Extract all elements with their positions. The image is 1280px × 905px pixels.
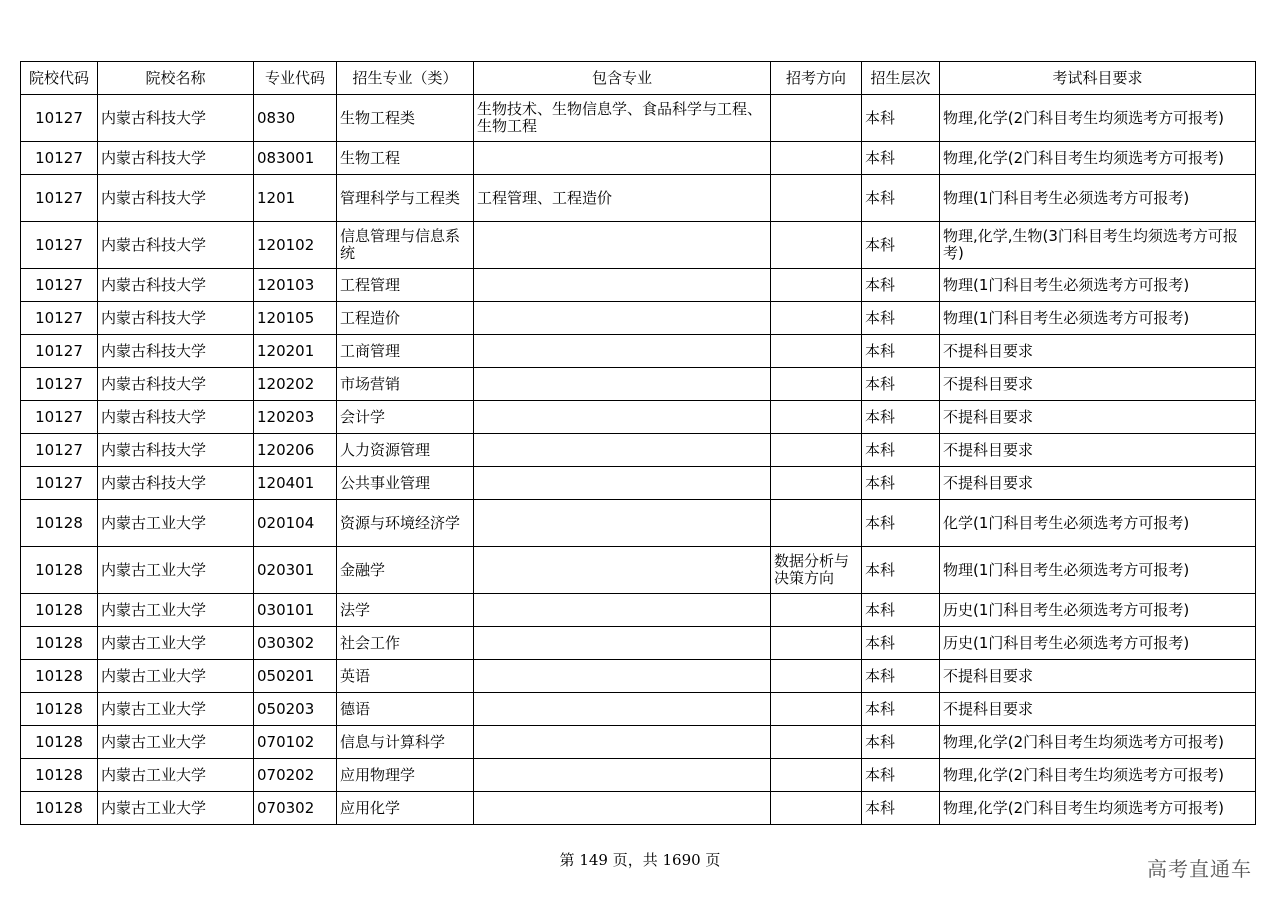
cell-school-name: 内蒙古工业大学 xyxy=(98,500,254,547)
cell-included-majors xyxy=(474,302,771,335)
cell-included-majors xyxy=(474,759,771,792)
header-included-majors: 包含专业 xyxy=(474,62,771,95)
cell-major-name: 会计学 xyxy=(337,401,474,434)
cell-major-name: 英语 xyxy=(337,660,474,693)
table-row xyxy=(21,269,1256,302)
cell-level: 本科 xyxy=(862,594,940,627)
cell-subject-requirement: 不提科目要求 xyxy=(940,434,1256,467)
cell-subject-requirement: 物理,化学,生物(3门科目考生均须选考方可报考) xyxy=(940,222,1256,269)
cell-school-code: 10127 xyxy=(21,175,98,222)
cell-major-code: 120206 xyxy=(254,434,337,467)
cell-major-name: 管理科学与工程类 xyxy=(337,175,474,222)
cell-subject-requirement: 物理,化学(2门科目考生均须选考方可报考) xyxy=(940,759,1256,792)
table-row xyxy=(21,693,1256,726)
table-row xyxy=(21,222,1256,269)
table-row xyxy=(21,660,1256,693)
admissions-table xyxy=(20,61,1256,825)
cell-major-name: 信息管理与信息系统 xyxy=(337,222,474,269)
cell-school-name: 内蒙古工业大学 xyxy=(98,660,254,693)
cell-included-majors xyxy=(474,368,771,401)
cell-major-code: 070102 xyxy=(254,726,337,759)
cell-school-code: 10128 xyxy=(21,792,98,825)
cell-level: 本科 xyxy=(862,627,940,660)
header-school-name: 院校名称 xyxy=(98,62,254,95)
cell-direction xyxy=(771,222,862,269)
cell-included-majors xyxy=(474,142,771,175)
header-level: 招生层次 xyxy=(862,62,940,95)
cell-subject-requirement: 物理(1门科目考生必须选考方可报考) xyxy=(940,175,1256,222)
header-school-code: 院校代码 xyxy=(21,62,98,95)
cell-major-code: 120105 xyxy=(254,302,337,335)
cell-major-code: 120102 xyxy=(254,222,337,269)
cell-included-majors: 生物技术、生物信息学、食品科学与工程、生物工程 xyxy=(474,95,771,142)
cell-major-code: 050203 xyxy=(254,693,337,726)
cell-major-code: 050201 xyxy=(254,660,337,693)
cell-level: 本科 xyxy=(862,547,940,594)
cell-subject-requirement: 不提科目要求 xyxy=(940,368,1256,401)
cell-major-name: 人力资源管理 xyxy=(337,434,474,467)
cell-school-name: 内蒙古工业大学 xyxy=(98,792,254,825)
cell-level: 本科 xyxy=(862,660,940,693)
cell-school-code: 10127 xyxy=(21,467,98,500)
table-row xyxy=(21,368,1256,401)
cell-major-name: 生物工程类 xyxy=(337,95,474,142)
cell-school-name: 内蒙古科技大学 xyxy=(98,269,254,302)
cell-school-code: 10127 xyxy=(21,302,98,335)
cell-major-code: 070302 xyxy=(254,792,337,825)
header-direction: 招考方向 xyxy=(771,62,862,95)
cell-school-code: 10127 xyxy=(21,401,98,434)
cell-school-name: 内蒙古科技大学 xyxy=(98,401,254,434)
cell-included-majors xyxy=(474,500,771,547)
cell-subject-requirement: 物理,化学(2门科目考生均须选考方可报考) xyxy=(940,95,1256,142)
cell-included-majors xyxy=(474,335,771,368)
cell-school-code: 10127 xyxy=(21,222,98,269)
table-row xyxy=(21,401,1256,434)
table-row xyxy=(21,792,1256,825)
cell-school-name: 内蒙古科技大学 xyxy=(98,222,254,269)
cell-direction xyxy=(771,627,862,660)
table-body xyxy=(21,95,1256,825)
cell-major-name: 工程造价 xyxy=(337,302,474,335)
cell-included-majors xyxy=(474,222,771,269)
cell-included-majors xyxy=(474,726,771,759)
table-row xyxy=(21,175,1256,222)
cell-major-code: 030101 xyxy=(254,594,337,627)
cell-school-code: 10127 xyxy=(21,368,98,401)
cell-direction xyxy=(771,401,862,434)
table-row xyxy=(21,594,1256,627)
cell-level: 本科 xyxy=(862,401,940,434)
cell-included-majors xyxy=(474,467,771,500)
cell-major-name: 资源与环境经济学 xyxy=(337,500,474,547)
cell-level: 本科 xyxy=(862,175,940,222)
cell-direction xyxy=(771,594,862,627)
cell-subject-requirement: 化学(1门科目考生必须选考方可报考) xyxy=(940,500,1256,547)
cell-school-name: 内蒙古科技大学 xyxy=(98,368,254,401)
cell-level: 本科 xyxy=(862,467,940,500)
cell-major-name: 市场营销 xyxy=(337,368,474,401)
cell-level: 本科 xyxy=(862,269,940,302)
cell-major-name: 生物工程 xyxy=(337,142,474,175)
header-major-code: 专业代码 xyxy=(254,62,337,95)
cell-included-majors xyxy=(474,401,771,434)
table-row xyxy=(21,434,1256,467)
cell-direction xyxy=(771,335,862,368)
cell-subject-requirement: 不提科目要求 xyxy=(940,467,1256,500)
cell-subject-requirement: 物理,化学(2门科目考生均须选考方可报考) xyxy=(940,726,1256,759)
cell-subject-requirement: 历史(1门科目考生必须选考方可报考) xyxy=(940,594,1256,627)
cell-direction xyxy=(771,500,862,547)
cell-major-name: 工商管理 xyxy=(337,335,474,368)
table-row xyxy=(21,500,1256,547)
cell-subject-requirement: 不提科目要求 xyxy=(940,660,1256,693)
cell-major-code: 030302 xyxy=(254,627,337,660)
cell-level: 本科 xyxy=(862,726,940,759)
cell-direction xyxy=(771,693,862,726)
cell-subject-requirement: 物理(1门科目考生必须选考方可报考) xyxy=(940,547,1256,594)
cell-major-name: 应用物理学 xyxy=(337,759,474,792)
cell-direction xyxy=(771,142,862,175)
table-row xyxy=(21,335,1256,368)
cell-school-name: 内蒙古科技大学 xyxy=(98,302,254,335)
cell-school-code: 10127 xyxy=(21,269,98,302)
cell-school-name: 内蒙古科技大学 xyxy=(98,95,254,142)
cell-direction xyxy=(771,95,862,142)
cell-major-name: 德语 xyxy=(337,693,474,726)
cell-major-name: 社会工作 xyxy=(337,627,474,660)
cell-major-code: 1201 xyxy=(254,175,337,222)
cell-direction xyxy=(771,175,862,222)
table-row xyxy=(21,547,1256,594)
cell-level: 本科 xyxy=(862,302,940,335)
cell-included-majors xyxy=(474,434,771,467)
cell-level: 本科 xyxy=(862,368,940,401)
cell-school-code: 10128 xyxy=(21,594,98,627)
cell-school-name: 内蒙古科技大学 xyxy=(98,467,254,500)
cell-major-name: 法学 xyxy=(337,594,474,627)
cell-major-name: 信息与计算科学 xyxy=(337,726,474,759)
cell-subject-requirement: 物理(1门科目考生必须选考方可报考) xyxy=(940,269,1256,302)
cell-level: 本科 xyxy=(862,792,940,825)
cell-school-code: 10128 xyxy=(21,627,98,660)
watermark: 高考直通车 xyxy=(1147,857,1252,881)
cell-school-name: 内蒙古科技大学 xyxy=(98,175,254,222)
cell-direction xyxy=(771,759,862,792)
cell-included-majors xyxy=(474,547,771,594)
cell-school-name: 内蒙古工业大学 xyxy=(98,627,254,660)
cell-level: 本科 xyxy=(862,95,940,142)
cell-major-code: 083001 xyxy=(254,142,337,175)
cell-direction xyxy=(771,368,862,401)
cell-level: 本科 xyxy=(862,434,940,467)
cell-school-code: 10127 xyxy=(21,95,98,142)
cell-school-code: 10128 xyxy=(21,726,98,759)
table-row xyxy=(21,759,1256,792)
cell-school-code: 10127 xyxy=(21,142,98,175)
cell-major-code: 120203 xyxy=(254,401,337,434)
cell-level: 本科 xyxy=(862,500,940,547)
cell-subject-requirement: 不提科目要求 xyxy=(940,401,1256,434)
cell-included-majors: 工程管理、工程造价 xyxy=(474,175,771,222)
cell-subject-requirement: 不提科目要求 xyxy=(940,335,1256,368)
header-row xyxy=(21,62,1256,95)
cell-school-name: 内蒙古工业大学 xyxy=(98,693,254,726)
cell-major-code: 070202 xyxy=(254,759,337,792)
header-subject-requirement: 考试科目要求 xyxy=(940,62,1256,95)
cell-included-majors xyxy=(474,660,771,693)
cell-included-majors xyxy=(474,693,771,726)
cell-direction xyxy=(771,660,862,693)
cell-school-code: 10127 xyxy=(21,335,98,368)
cell-school-code: 10127 xyxy=(21,434,98,467)
cell-direction xyxy=(771,434,862,467)
cell-major-code: 120103 xyxy=(254,269,337,302)
cell-subject-requirement: 不提科目要求 xyxy=(940,693,1256,726)
table-row xyxy=(21,142,1256,175)
cell-school-name: 内蒙古科技大学 xyxy=(98,335,254,368)
cell-major-name: 应用化学 xyxy=(337,792,474,825)
table-row xyxy=(21,627,1256,660)
cell-level: 本科 xyxy=(862,222,940,269)
cell-subject-requirement: 历史(1门科目考生必须选考方可报考) xyxy=(940,627,1256,660)
cell-major-code: 020104 xyxy=(254,500,337,547)
cell-school-name: 内蒙古科技大学 xyxy=(98,142,254,175)
cell-level: 本科 xyxy=(862,142,940,175)
cell-school-name: 内蒙古工业大学 xyxy=(98,759,254,792)
page-number: 第 149 页，共 1690 页 xyxy=(559,851,721,869)
cell-major-name: 工程管理 xyxy=(337,269,474,302)
cell-level: 本科 xyxy=(862,335,940,368)
cell-school-name: 内蒙古工业大学 xyxy=(98,594,254,627)
cell-subject-requirement: 物理,化学(2门科目考生均须选考方可报考) xyxy=(940,792,1256,825)
cell-direction xyxy=(771,792,862,825)
cell-subject-requirement: 物理,化学(2门科目考生均须选考方可报考) xyxy=(940,142,1256,175)
cell-school-code: 10128 xyxy=(21,693,98,726)
cell-major-code: 020301 xyxy=(254,547,337,594)
cell-direction: 数据分析与决策方向 xyxy=(771,547,862,594)
cell-school-name: 内蒙古工业大学 xyxy=(98,547,254,594)
table-row xyxy=(21,726,1256,759)
cell-major-code: 120401 xyxy=(254,467,337,500)
cell-school-name: 内蒙古工业大学 xyxy=(98,726,254,759)
cell-direction xyxy=(771,269,862,302)
cell-included-majors xyxy=(474,627,771,660)
cell-included-majors xyxy=(474,269,771,302)
cell-level: 本科 xyxy=(862,759,940,792)
cell-major-name: 公共事业管理 xyxy=(337,467,474,500)
cell-included-majors xyxy=(474,594,771,627)
cell-school-code: 10128 xyxy=(21,547,98,594)
table-row xyxy=(21,302,1256,335)
cell-direction xyxy=(771,467,862,500)
cell-major-code: 120202 xyxy=(254,368,337,401)
header-major-name: 招生专业（类） xyxy=(337,62,474,95)
cell-direction xyxy=(771,302,862,335)
cell-level: 本科 xyxy=(862,693,940,726)
cell-school-name: 内蒙古科技大学 xyxy=(98,434,254,467)
table-row xyxy=(21,95,1256,142)
cell-school-code: 10128 xyxy=(21,759,98,792)
cell-major-code: 0830 xyxy=(254,95,337,142)
cell-major-name: 金融学 xyxy=(337,547,474,594)
cell-school-code: 10128 xyxy=(21,500,98,547)
cell-included-majors xyxy=(474,792,771,825)
table-row xyxy=(21,467,1256,500)
table-header xyxy=(21,62,1256,95)
cell-subject-requirement: 物理(1门科目考生必须选考方可报考) xyxy=(940,302,1256,335)
cell-direction xyxy=(771,726,862,759)
cell-school-code: 10128 xyxy=(21,660,98,693)
cell-major-code: 120201 xyxy=(254,335,337,368)
